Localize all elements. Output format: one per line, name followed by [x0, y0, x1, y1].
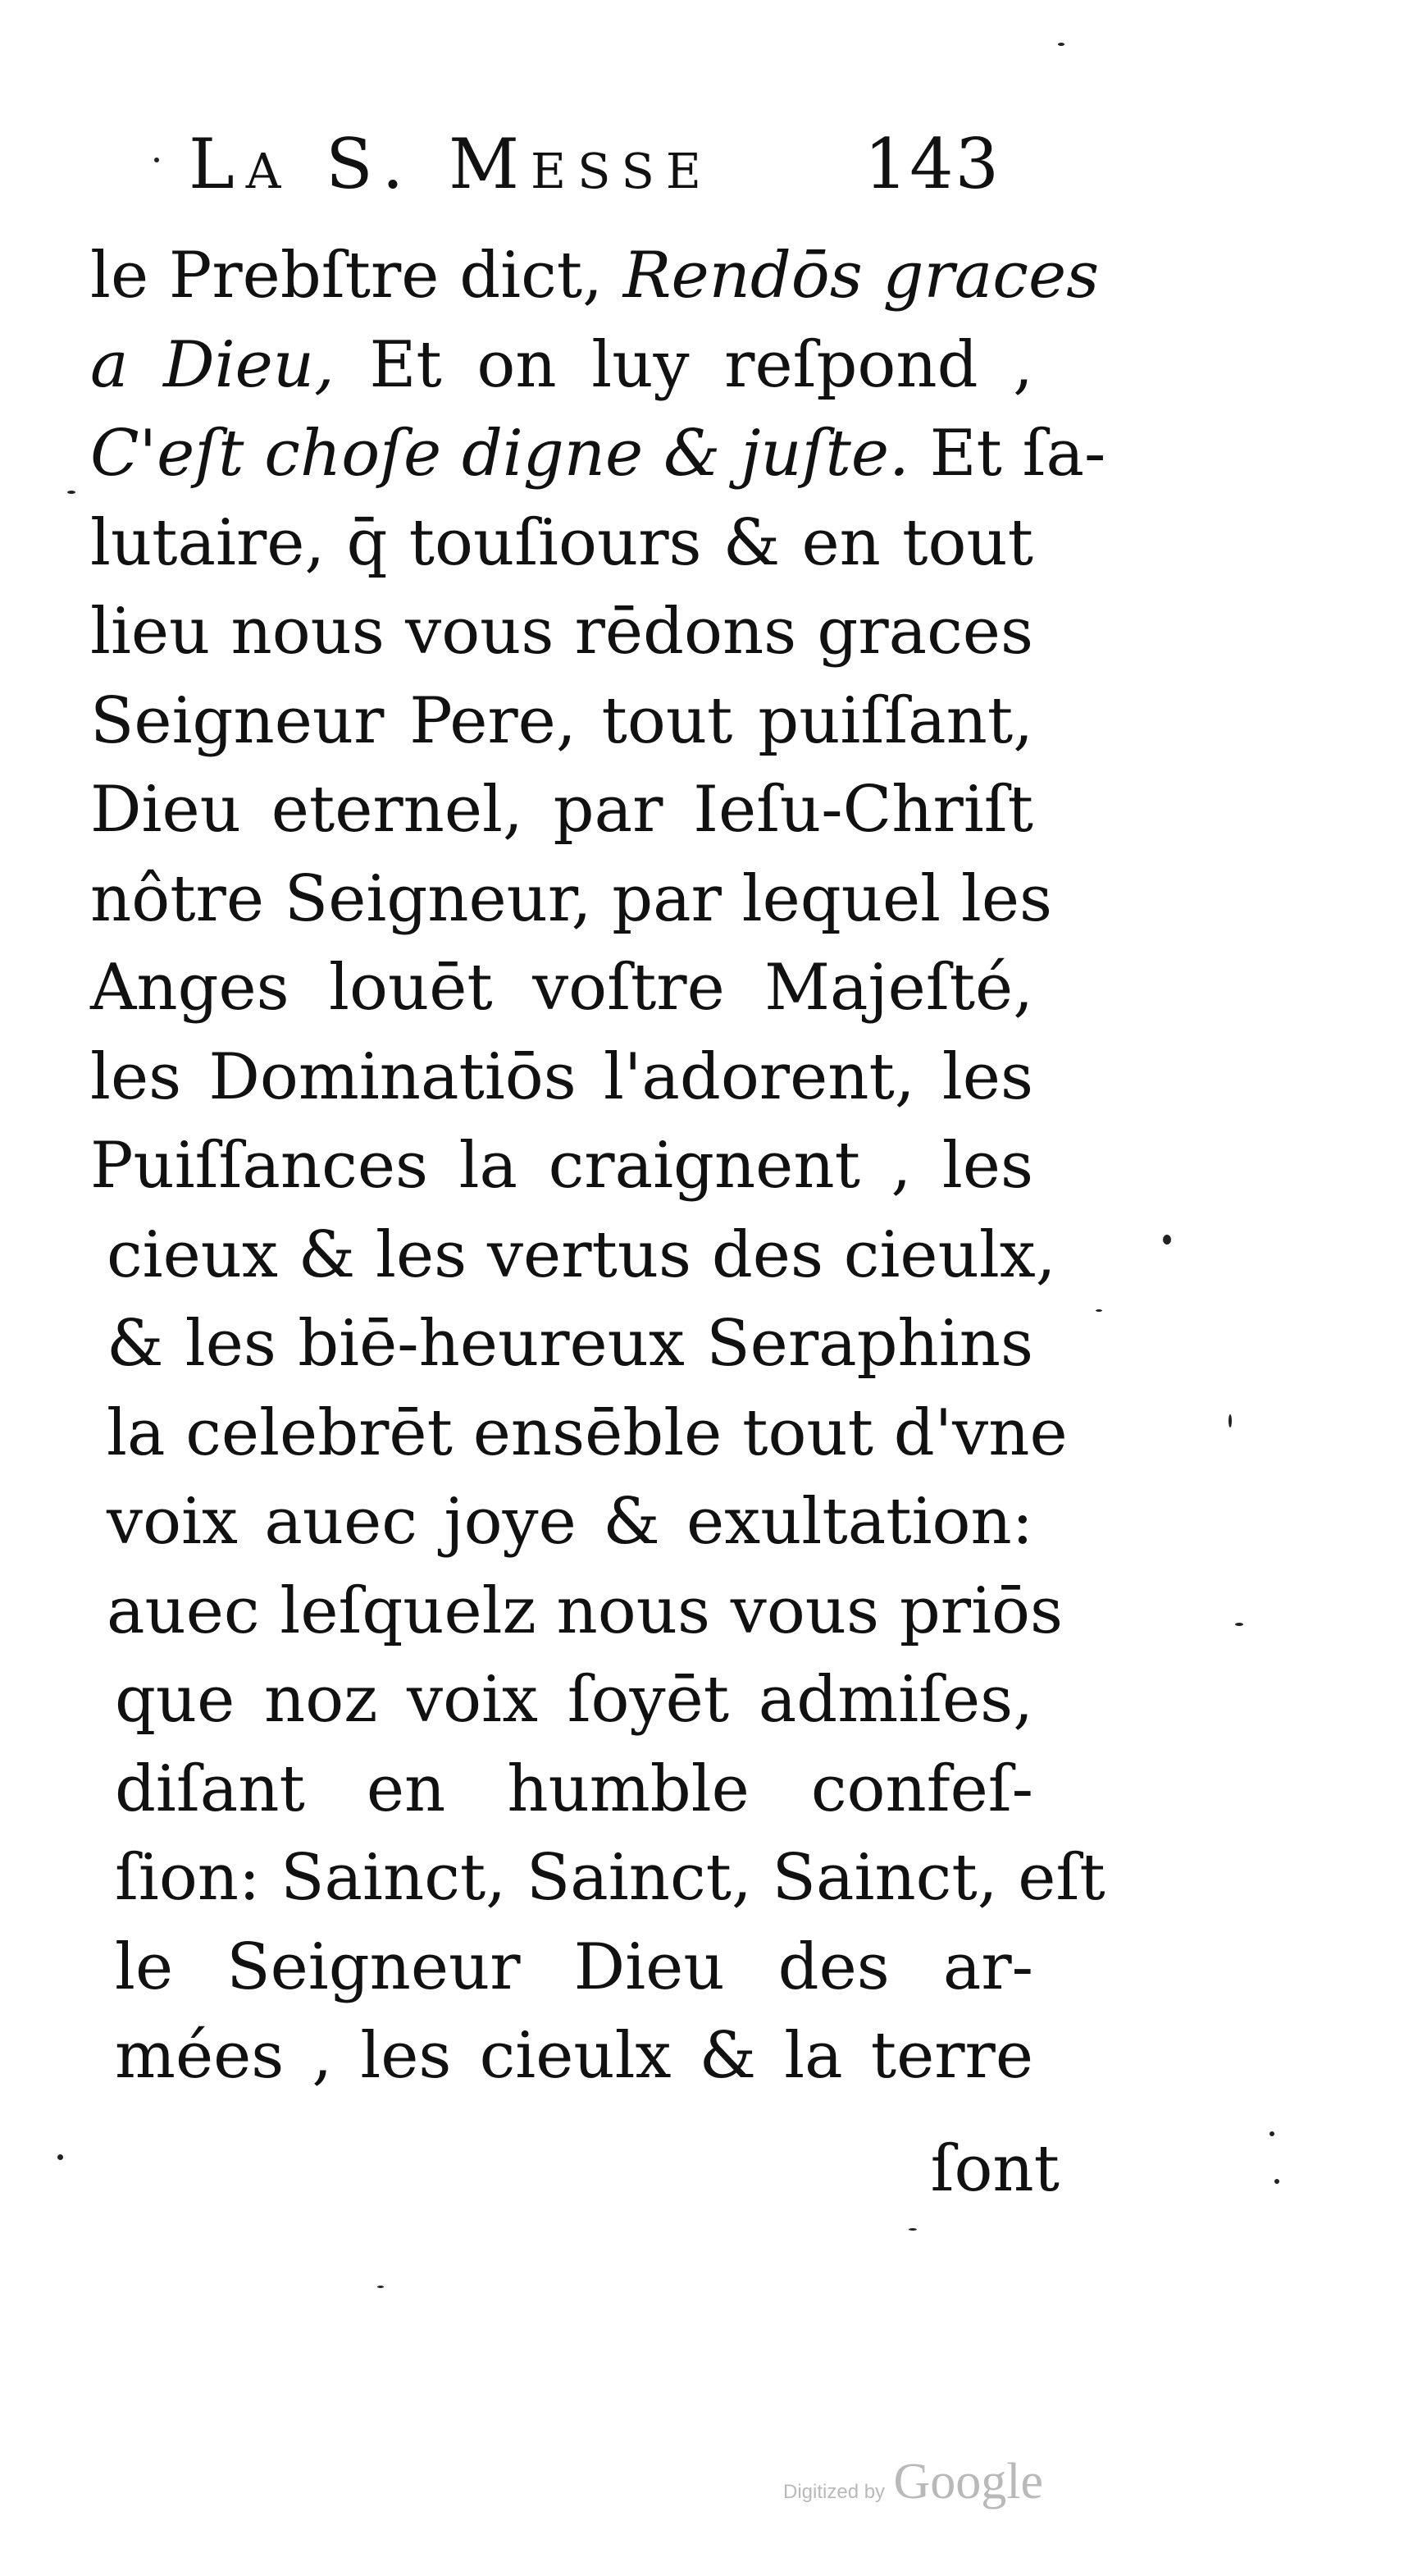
- text-line-1: [90, 231, 1100, 321]
- text-line-5: lieu nous vous rēdons graces: [90, 595, 1033, 669]
- print-speck: [154, 158, 159, 162]
- print-speck: [909, 2228, 917, 2231]
- text-line-16: auec leſquelz nous vous priōs: [107, 1573, 1064, 1648]
- text-line-7: Dieu eternel, par Ieſu-Chriſt: [90, 773, 1033, 847]
- italic-response: Rendōs graces: [622, 239, 1100, 313]
- print-speck: [67, 491, 75, 494]
- running-title: La S. Messe: [189, 124, 713, 204]
- text-block: [90, 231, 1106, 2101]
- text-segment: le Prebſtre dict,: [90, 239, 623, 313]
- text-line-6: Seigneur Pere, tout puiſſant,: [90, 683, 1033, 758]
- text-line-2: [90, 321, 1033, 410]
- text-line-11: Puiſſances la craignent , les: [90, 1129, 1033, 1203]
- print-speck: [1235, 1623, 1243, 1626]
- text-line-15: voix auec joye & exultation:: [107, 1485, 1033, 1559]
- print-speck: [57, 2154, 63, 2160]
- text-line-21: mées , les cieulx & la terre: [115, 2019, 1033, 2093]
- text-line-8: nôtre Seigneur, par lequel les: [90, 861, 1053, 936]
- text-line-3: [90, 409, 1106, 499]
- catchword: ſont: [930, 2132, 1060, 2206]
- print-speck: [377, 2286, 384, 2288]
- print-speck: [1096, 1309, 1102, 1312]
- italic-response: a Dieu,: [90, 327, 335, 402]
- text-line-12: cieux & les vertus des cieulx,: [107, 1217, 1056, 1292]
- text-segment: Et on luy reſpond ,: [334, 327, 1033, 402]
- print-speck: [1163, 1235, 1171, 1245]
- text-line-10: les Dominatiōs l'adorent, les: [90, 1039, 1033, 1114]
- text-line-4: lutaire, q̄ touſiours & en tout: [90, 505, 1033, 580]
- google-logo: Google: [893, 2454, 1044, 2510]
- print-speck: [1274, 2179, 1279, 2184]
- print-speck: [1058, 43, 1064, 46]
- text-line-14: la celebrēt ensēble tout d'vne: [107, 1395, 1068, 1470]
- print-speck: [1228, 1414, 1232, 1427]
- text-line-20: le Seigneur Dieu des ar-: [115, 1930, 1033, 2004]
- digitized-by-google-watermark: [783, 2453, 1043, 2511]
- text-line-19: ſion: Sainct, Sainct, Sainct, eſt: [115, 1841, 1105, 1915]
- text-segment: Et ſa-: [909, 417, 1106, 491]
- running-head: [139, 115, 1001, 213]
- page-number: 143: [864, 124, 1001, 204]
- text-line-13: & les biē-heureux Seraphins: [107, 1307, 1033, 1381]
- watermark-prefix: Digitized by: [783, 2481, 886, 2503]
- print-speck: [1270, 2131, 1274, 2136]
- text-line-18: diſant en humble confeſ-: [115, 1752, 1033, 1826]
- italic-response: C'eſt choſe digne & juſte.: [90, 417, 909, 491]
- text-line-17: que noz voix ſoyēt admiſes,: [115, 1663, 1033, 1737]
- text-line-9: Anges louēt voſtre Majeſté,: [90, 951, 1033, 1025]
